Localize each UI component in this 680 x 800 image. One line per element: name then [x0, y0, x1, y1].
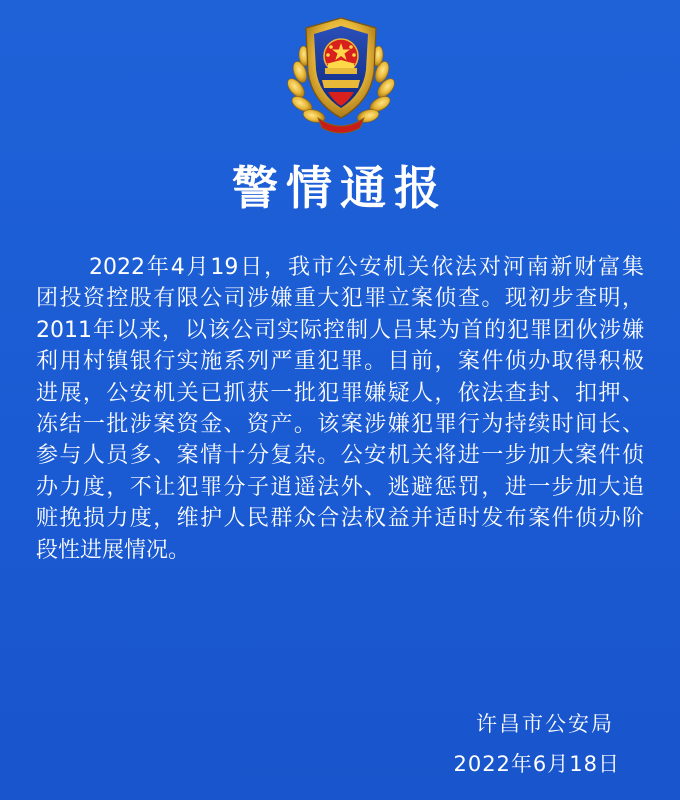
notice-line: 利用村镇银行实施系列严重犯罪。目前，案件侦办取得积极: [36, 349, 644, 375]
notice-line: 赃挽损力度，维护人民群众合法权益并适时发布案件侦办阶: [36, 506, 644, 532]
notice-line: 办力度，不让犯罪分子逍遥法外、逃避惩罚，进一步加大追: [36, 474, 644, 500]
notice-body: [36, 252, 644, 566]
notice-line: 2022年4月19日，我市公安机关依法对河南新财富集: [89, 255, 644, 280]
notice-line: 2011年以来，以该公司实际控制人吕某为首的犯罪团伙涉嫌: [36, 317, 644, 343]
notice-line: 团投资控股有限公司涉嫌重大犯罪立案侦查。现初步查明，: [36, 286, 644, 312]
notice-line: 段性进展情况。: [36, 537, 191, 563]
issue-date: 2022年6月18日: [453, 752, 620, 776]
issuer-name: 许昌市公安局: [476, 712, 614, 736]
police-emblem-icon: [278, 10, 404, 136]
notice-line: 进展，公安机关已抓获一批犯罪嫌疑人，依法查封、扣押、: [36, 380, 644, 406]
signature-block: [453, 706, 620, 782]
notice-line: 冻结一批涉案资金、资产。该案涉嫌犯罪行为持续时间长、: [36, 411, 644, 437]
notice-line: 参与人员多、案情十分复杂。公安机关将进一步加大案件侦: [36, 443, 644, 469]
page-title: 警情通报: [232, 161, 448, 215]
